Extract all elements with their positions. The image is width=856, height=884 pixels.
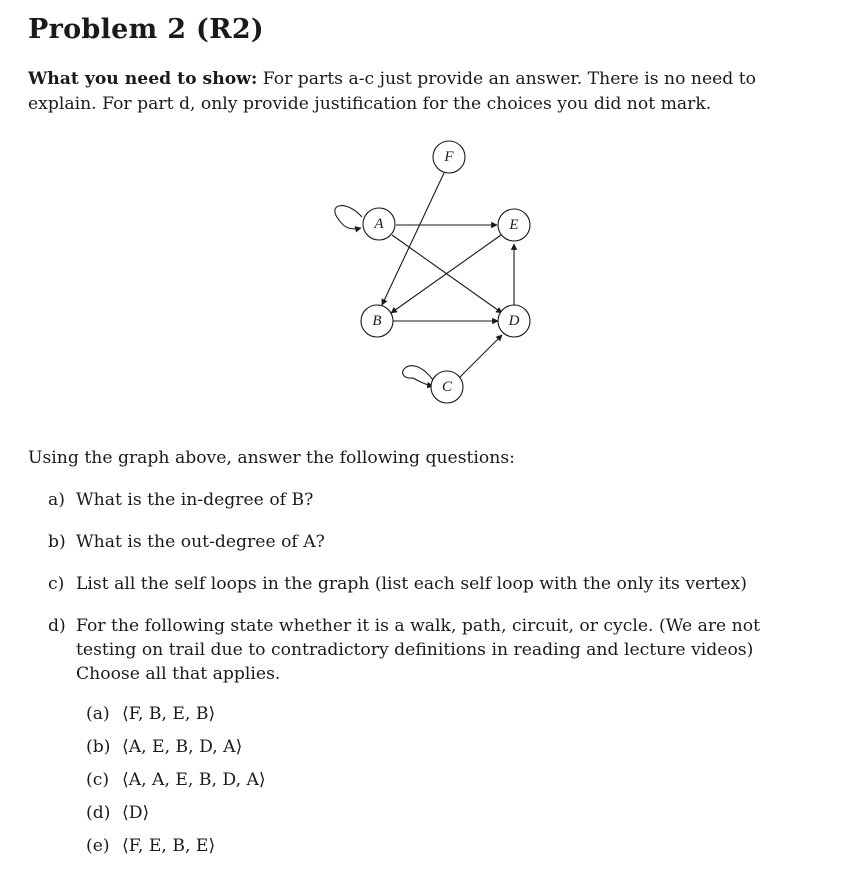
option-b <box>86 737 242 757</box>
node-F-label: F <box>444 149 454 165</box>
question-prompt: Using the graph above, answer the following questions: <box>28 448 515 468</box>
question-marker: a) <box>48 490 65 510</box>
edge-A-D <box>392 235 502 313</box>
node-A-label: A <box>374 216 384 232</box>
option-marker: (d) <box>86 803 111 823</box>
option-c <box>86 770 266 790</box>
node-D-label: D <box>508 313 520 329</box>
edge-D-B <box>391 235 501 313</box>
edge-C-D <box>460 335 502 377</box>
option-text: ⟨A, E, B, D, A⟩ <box>122 737 243 757</box>
edge-F-B <box>382 173 444 305</box>
node-B-label: B <box>372 313 382 329</box>
option-text: ⟨F, E, B, E⟩ <box>122 836 216 856</box>
directed-graph <box>0 0 856 440</box>
option-marker: (a) <box>86 704 110 724</box>
node-C-label: C <box>441 379 453 395</box>
option-a <box>86 704 215 724</box>
question-b <box>48 530 325 554</box>
question-text: What is the in-degree of B? <box>76 490 314 510</box>
option-d <box>86 803 149 823</box>
option-text: ⟨F, B, E, B⟩ <box>122 704 216 724</box>
question-d <box>48 614 760 684</box>
question-text: What is the out-degree of A? <box>76 532 325 552</box>
self-loop-C <box>403 366 433 386</box>
question-text: For the following state whether it is a walk, path, circuit, or cycle. (We are not testing on trail due to contradictory definitions in reading and lecture videos) Choose all that applies. <box>76 616 760 684</box>
option-e <box>86 836 215 856</box>
self-loop-A <box>335 206 362 229</box>
instructions-text: For parts a-c just provide an answer. There is no need to explain. For part d, only provide justification for the choices you did not mark. <box>28 69 757 114</box>
option-text: ⟨D⟩ <box>122 803 150 823</box>
option-marker: (e) <box>86 836 110 856</box>
page-title: Problem 2 (R2) <box>28 14 264 45</box>
question-a <box>48 488 314 512</box>
question-marker: b) <box>48 532 66 552</box>
question-marker: d) <box>48 616 66 636</box>
instructions-lead: What you need to show: <box>28 69 258 89</box>
option-marker: (b) <box>86 737 111 757</box>
node-E-label: E <box>509 217 519 233</box>
option-text: ⟨A, A, E, B, D, A⟩ <box>122 770 266 790</box>
question-c <box>48 572 747 596</box>
question-marker: c) <box>48 574 65 594</box>
option-marker: (c) <box>86 770 110 790</box>
question-text: List all the self loops in the graph (list each self loop with the only its vertex) <box>76 574 747 594</box>
